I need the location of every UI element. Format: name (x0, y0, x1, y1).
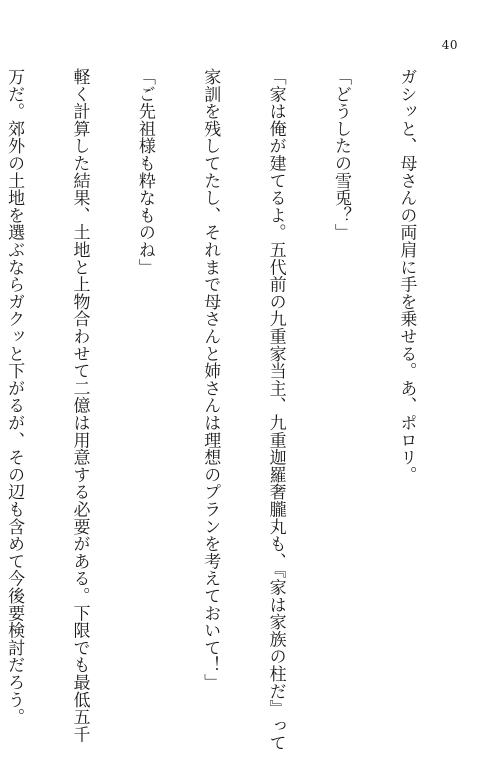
text-body (4, 68, 460, 752)
text-line: 「家は俺が建てるよ。五代前の九重家当主、九重迦羅奢朧丸も、『家は家族の柱だ』って (265, 68, 286, 752)
text-line: ガシッと、母さんの両肩に手を乗せる。あ、ポロリ。 (396, 68, 417, 484)
text-line: 家訓を残してたし、それまで母さんと姉さんは理想のプランを考えておいて！」 (200, 68, 221, 691)
text-line: 「ご先祖様も粋なものね」 (134, 68, 155, 276)
text-line: 万だ。郊外の土地を選ぶならガクッと下がるが、その辺も含めて今後要検討だろう。 (4, 68, 25, 726)
text-line: 「どうしたの雪兎？」 (331, 68, 352, 241)
page-number: 40 (441, 38, 458, 52)
text-line: 軽く計算した結果、土地と上物合わせて二億は用意する必要がある。下限でも最低五千 (69, 68, 90, 743)
